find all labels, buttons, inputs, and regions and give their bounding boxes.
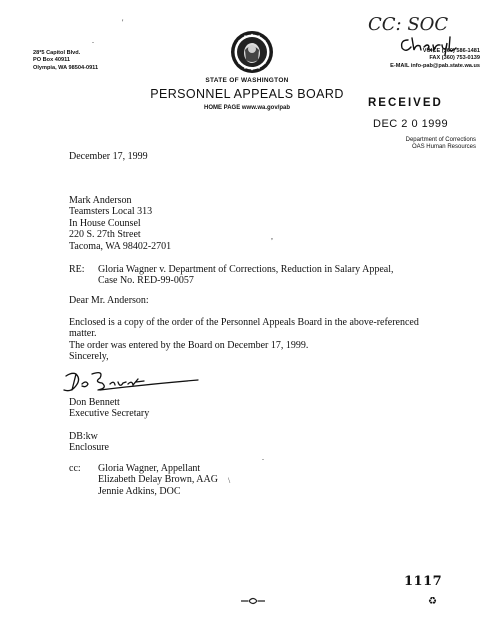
scan-speck: '	[122, 18, 124, 27]
addressee-line: Tacoma, WA 98402-2701	[69, 240, 172, 252]
cc-list	[98, 463, 218, 497]
contact-line: FAX (360) 753-0139	[429, 55, 480, 62]
recycle-icon: ♻	[428, 596, 437, 607]
reference-initials: DB:kw	[69, 431, 98, 442]
addressee-block	[69, 195, 171, 252]
received-stamp-department	[360, 137, 476, 151]
enclosure-note: Enclosure	[69, 442, 109, 454]
addressee-line: Mark Anderson	[69, 195, 132, 206]
ornament-icon	[240, 596, 266, 606]
department-line: OAS Human Resources	[411, 144, 476, 150]
addressee-line: In House Counsel	[69, 217, 141, 229]
received-stamp-title: RECEIVED	[368, 97, 443, 109]
board-name: PERSONNEL APPEALS BOARD	[150, 87, 344, 101]
board-contact	[370, 48, 480, 70]
received-stamp-date: DEC 2 0 1999	[373, 118, 449, 130]
re-line: Case No. RED-99-0057	[98, 275, 194, 287]
signature-icon	[60, 366, 200, 396]
handwritten-cc-note: CC: SOC	[368, 14, 449, 35]
cc-recipient: Elizabeth Delay Brown, AAG	[98, 474, 218, 486]
cc-recipient: Gloria Wagner, Appellant	[98, 463, 201, 474]
signer-title: Executive Secretary	[69, 408, 150, 420]
signer-name: Don Bennett	[69, 397, 120, 408]
state-name: STATE OF WASHINGTON	[205, 77, 289, 84]
contact-line: E-MAIL info-pab@pab.state.wa.us	[390, 62, 480, 69]
scan-speck: .	[262, 453, 264, 462]
cc-recipient: Jennie Adkins, DOC	[98, 485, 181, 497]
address-line: PO Box 40911	[33, 57, 71, 64]
re-subject	[98, 264, 394, 287]
reference-block	[69, 431, 109, 454]
washington-state-seal-icon	[230, 30, 274, 74]
department-line: Department of Corrections	[405, 137, 476, 143]
scan-speck: .	[92, 36, 94, 45]
re-line: Gloria Wagner v. Department of Corrections, Reduction in Salary Appeal,	[98, 264, 394, 275]
contact-line: VOICE (360) 586-1481	[422, 48, 480, 54]
scan-speck: ,	[271, 232, 273, 241]
board-address	[33, 50, 98, 72]
body-paragraph	[69, 317, 439, 351]
addressee-line: 220 S. 27th Street	[69, 229, 141, 241]
address-line: Olympia, WA 98504-0911	[33, 64, 99, 71]
letter-date: December 17, 1999	[69, 151, 148, 162]
signer-block	[69, 397, 149, 420]
homepage-line: HOME PAGE www.wa.gov/pab	[203, 105, 290, 111]
body-line: Enclosed is a copy of the order of the Personnel Appeals Board in the above-referenced matter.	[69, 317, 419, 340]
salutation: Dear Mr. Anderson:	[69, 295, 149, 306]
cc-label: cc:	[69, 463, 81, 474]
page-stamp: 1117	[404, 574, 443, 589]
handwritten-name-text: Cheryl	[458, 54, 461, 55]
body-line: The order was entered by the Board on December 17, 1999.	[69, 339, 309, 351]
closing: Sincerely,	[69, 351, 109, 362]
scan-speck: \	[228, 476, 231, 485]
addressee-line: Teamsters Local 313	[69, 206, 153, 218]
re-label: RE:	[69, 264, 85, 275]
address-line: 28*5 Capitol Blvd.	[33, 50, 81, 56]
